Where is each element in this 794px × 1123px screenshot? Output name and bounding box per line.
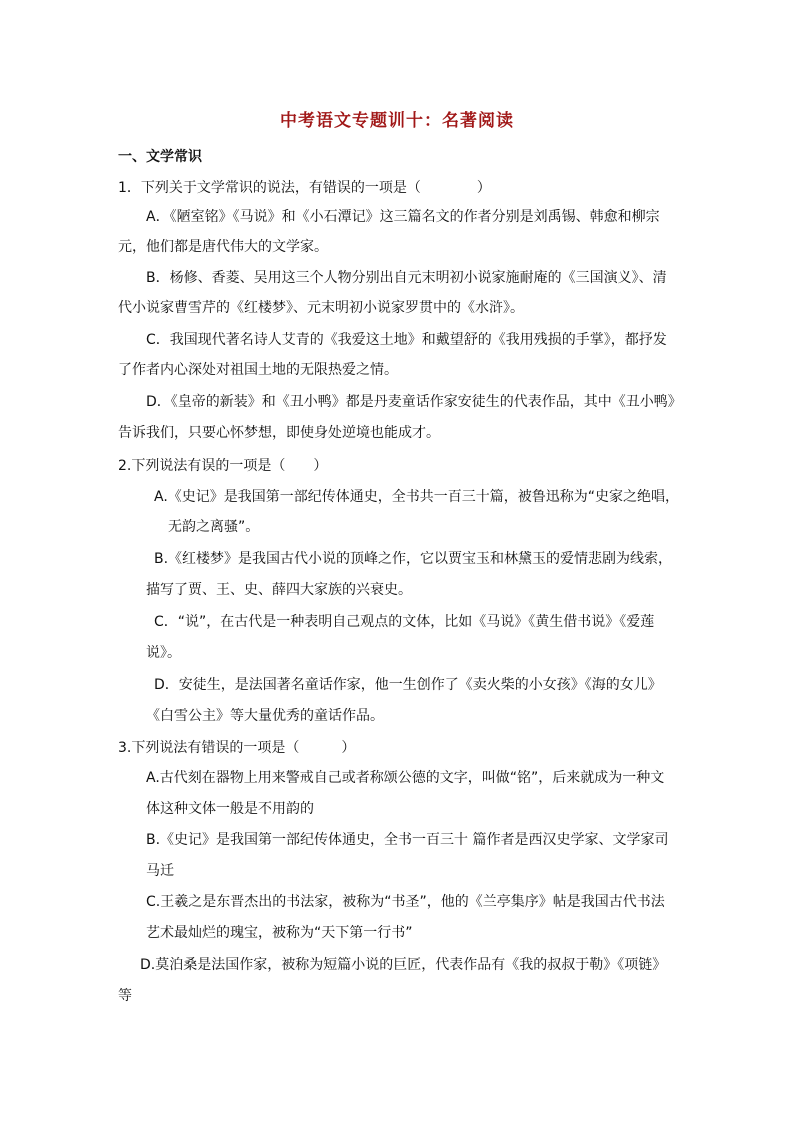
question-1-option-b-cont: 代小说家曹雪芹的《红楼梦》、元末明初小说家罗贯中的《水浒》。 xyxy=(118,300,524,316)
question-1-stem: 1．下列关于文学常识的说法，有错误的一项是（ ） xyxy=(118,180,491,196)
question-1-option-b: B．杨修、香菱、吴用这三个人物分别出自元末明初小说家施耐庵的《三国演义》、清 xyxy=(146,270,667,286)
question-3-stem: 3.下列说法有错误的一项是（ ） xyxy=(118,740,356,756)
question-1-option-d-cont: 告诉我们，只要心怀梦想，即使身处逆境也能成才。 xyxy=(118,425,440,441)
question-2-option-a-cont: 无韵之离骚”。 xyxy=(168,519,260,535)
question-2-option-a: A.《史记》是我国第一部纪传体通史，全书共一百三十篇，被鲁迅称为“史家之绝唱， xyxy=(154,489,680,505)
question-1-option-a: A．《陋室铭》《马说》和《小石潭记》这三篇名文的作者分别是刘禹锡、韩愈和柳宗 xyxy=(146,209,660,225)
question-2-option-b-cont: 描写了贾、王、史、薛四大家族的兴衰史。 xyxy=(146,582,412,598)
question-3-option-c: C.王羲之是东晋杰出的书法家，被称为“书圣”，他的《兰亭集序》帖是我国古代书法 xyxy=(146,894,665,910)
question-2-option-d: D．安徒生，是法国著名童话作家，他一生创作了《卖火柴的小女孩》《海的女儿》 xyxy=(154,677,662,693)
question-2-option-d-cont: 《白雪公主》等大量优秀的童话作品。 xyxy=(146,708,384,724)
question-1-option-c-cont: 了作者内心深处对祖国土地的无限热爱之情。 xyxy=(118,362,398,378)
question-1-option-a-cont: 元，他们都是唐代伟大的文学家。 xyxy=(118,239,328,255)
page-title: 中考语文专题训十：名著阅读 xyxy=(280,111,514,131)
question-2-option-b: B.《红楼梦》是我国古代小说的顶峰之作，它以贾宝玉和林黛玉的爱情悲剧为线索， xyxy=(154,551,673,567)
question-3-option-c-cont: 艺术最灿烂的瑰宝，被称为“天下第一行书” xyxy=(146,925,413,941)
question-3-option-b: B.《史记》是我国第一部纪传体通史，全书一百三十 篇作者是西汉史学家、文学家司 xyxy=(146,832,669,848)
section-heading: 一、文学常识 xyxy=(118,149,202,165)
question-3-option-a-cont: 体这种文体一般是不用韵的 xyxy=(146,801,314,817)
question-2-stem: 2.下列说法有误的一项是（ ） xyxy=(118,458,328,474)
question-3-option-b-cont: 马迁 xyxy=(146,863,174,879)
question-3-option-d-cont: 等 xyxy=(118,988,132,1004)
question-1-option-d: D．《皇帝的新装》和《丑小鸭》都是丹麦童话作家安徒生的代表作品，其中《丑小鸭》 xyxy=(146,394,682,410)
question-3-option-a: A.古代刻在器物上用来警戒自己或者称颂公德的文字，叫做“铭”，后来就成为一种文 xyxy=(146,770,665,786)
question-1-option-c: C．我国现代著名诗人艾青的《我爱这土地》和戴望舒的《我用残损的手掌》，都抒发 xyxy=(146,332,667,348)
question-3-option-d: D.莫泊桑是法国作家，被称为短篇小说的巨匠，代表作品有《我的叔叔于勒》《项链》 xyxy=(140,957,667,973)
question-2-option-c: C．“说”，在古代是一种表明自己观点的文体，比如《马说》《黄生借书说》《爱莲 xyxy=(154,614,655,630)
question-2-option-c-cont: 说》。 xyxy=(146,645,181,661)
